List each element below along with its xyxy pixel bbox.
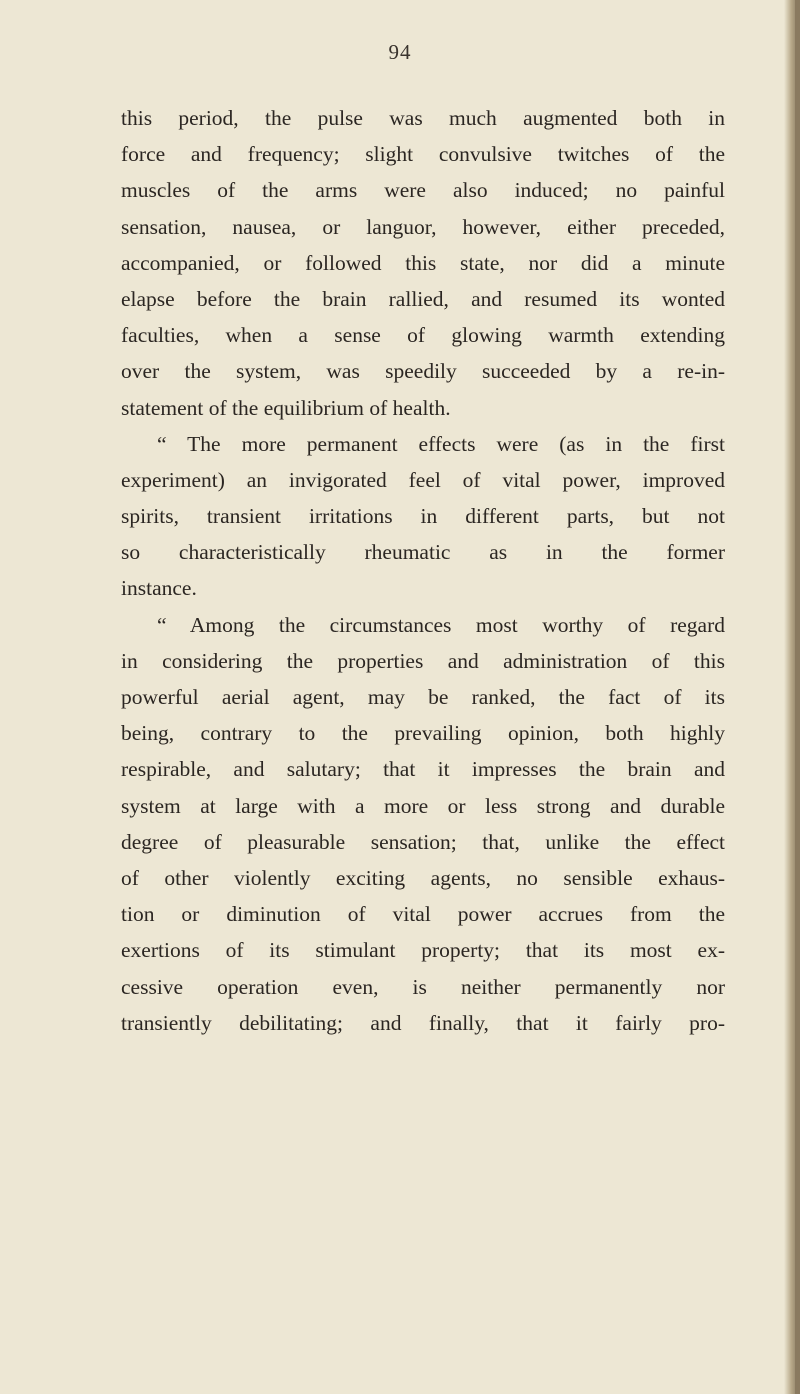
text-line: experiment) an invigorated feel of vital power, improved — [121, 467, 725, 492]
text-line: of other violently exciting agents, no sensible exhaus- — [121, 865, 725, 890]
page-edge-strip — [795, 0, 800, 1394]
text-line: exertions of its stimulant property; that its most ex- — [121, 938, 725, 963]
text-line: this period, the pulse was much augmented both in — [121, 106, 725, 130]
text-line: faculties, when a sense of glowing warmth extending — [121, 323, 725, 348]
text-line: spirits, transient irritations in different parts, but not — [121, 504, 725, 529]
text-line: tion or diminution of vital power accrues from the — [121, 902, 725, 927]
text-line: cessive operation even, is neither permanently nor — [121, 974, 725, 999]
text-line: so characteristically rheumatic as in the former — [121, 540, 725, 565]
body-text — [121, 100, 725, 1041]
text-line: “ The more permanent effects were (as in the first — [157, 431, 725, 456]
text-line: in considering the properties and administration of this — [121, 648, 725, 673]
text-line: over the system, was speedily succeeded by a re-in- — [121, 359, 725, 384]
text-line: system at large with a more or less strong and durable — [121, 793, 725, 818]
text-line: transiently debilitating; and finally, that it fairly pro- — [121, 1010, 725, 1035]
text-line: force and frequency; slight convulsive twitches of the — [121, 142, 725, 167]
text-line: accompanied, or followed this state, nor did a minute — [121, 250, 725, 275]
text-line: instance. — [121, 576, 197, 601]
text-line: muscles of the arms were also induced; no painful — [121, 178, 725, 203]
text-line: elapse before the brain rallied, and resumed its wonted — [121, 286, 725, 311]
text-line: “ Among the circumstances most worthy of regard — [157, 612, 725, 637]
page-number: 94 — [388, 40, 412, 64]
text-line: powerful aerial agent, may be ranked, the fact of its — [121, 685, 725, 709]
text-line: degree of pleasurable sensation; that, unlike the effect — [121, 829, 725, 854]
text-line: sensation, nausea, or languor, however, either preceded, — [121, 214, 725, 239]
text-line: being, contrary to the prevailing opinion, both highly — [121, 721, 725, 746]
text-line: statement of the equilibrium of health. — [121, 395, 451, 420]
text-line: respirable, and salutary; that it impresses the brain and — [121, 757, 725, 782]
